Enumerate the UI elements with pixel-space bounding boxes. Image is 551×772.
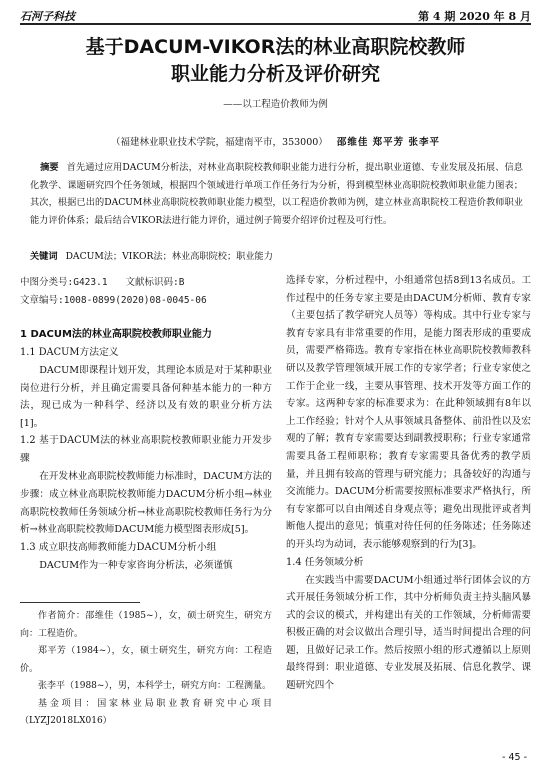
author-note-2: 郑平芳（1984~），女，硕士研究生，研究方向：工程造价。 [20, 646, 272, 674]
keywords [30, 248, 523, 262]
issue-info: 第 4 期 2020 年 8 月 [418, 10, 531, 23]
abstract [30, 159, 523, 229]
footnotes [20, 608, 272, 731]
subsection-heading-1-3: 1.3 成立职技高师教师能力DACUM分析小组 [20, 541, 217, 553]
paragraph: 在开发林业高职院校教师能力标准时，DACUM方法的步骤：成立林业高职院校教师能力DACUM分析小组→林业高职院校教师任务领域分析→林业高职院校教师任务行为分析→林业高职院校教师DACUM能力模型图表形成[5]。 [20, 471, 272, 536]
subsection-heading-1-4: 1.4 任务领域分析 [286, 556, 364, 568]
author-note-1: 作者简介：邵维佳（1985~），女，硕士研究生，研究方向：工程造价。 [20, 611, 272, 639]
article-number: 文章编号:1008-0899(2020)08-0045-06 [20, 295, 207, 306]
right-column [286, 272, 531, 695]
abstract-label: 摘要 [40, 162, 59, 173]
journal-name: 石河子科技 [20, 10, 75, 23]
section-heading-1: 1 DACUM法的林业高职院校教师职业能力 [20, 329, 212, 340]
paper-title [20, 34, 531, 88]
title-line-1: 基于DACUM-VIKOR法的林业高职院校教师 [85, 36, 466, 58]
paragraph: 选择专家，分析过程中，小组通常包括8到13名成员。工作过程中的任务专家主要是由DACUM分析师、教育专家（主要包括了教学研究人员等）等构成。其中行业专家与教育专家具有非常重要的作用，是能力图表形成的重要成员，需要严格筛选。教育专家指在林业高职院校教师教科研以及教学管理领域开展工作的专家学者；行业专家使之工作于企业一线，主要从事管理、技术开发等方面工作的专家。这两种专家的标准要求为：在此种领域拥有8年以上工作经验；针对个人从事领域具备整体、前沿性以及宏观的了解；教育专家需要达到副教授职称；行业专家通常需要具备工程师职称；教育专家需要具备优秀的教学质量，并且拥有较高的管理与研究能力；具备较好的沟通与交流能力。DACUM分析需要按照标准要求严格执行，所有专家都可以自由阐述自身观点等；避免出现批评或者判断他人提出的意见；慎重对待任何的任务陈述；任务陈述的开头均为动词，表示能够观察到的行为[3]。 [286, 275, 531, 550]
affiliation-line [20, 134, 531, 148]
paper-subtitle: ——以工程造价教师为例 [223, 99, 328, 110]
header-rule [20, 23, 531, 25]
running-header [20, 6, 531, 24]
paragraph: 在实践当中需要DACUM小组通过举行团体会议的方式开展任务领域分析工作，其中分析师负责主持头脑风暴式的会议的模式，并构建出有关的工作领域，分析师需要积极正确的对会议做出合理引导，适当时间提出合理的问题，且做好记录工作。然后按照小组的形式遵循以上原则最终得到：职业道德、专业发展及拓展、信息化教学、课题研究四个 [286, 574, 531, 692]
paragraph: DACUM即课程计划开发，其理论本质是对于某种职业岗位进行分析，并且确定需要具备何种基本能力的一种方法，现已成为一种科学、经济以及有效的职业分析方法[1]。 [20, 365, 272, 429]
subsection-heading-1-1: 1.1 DACUM方法定义 [20, 347, 119, 358]
keywords-label: 关键词 [30, 251, 58, 262]
footnote-rule [20, 602, 140, 603]
author-note-3: 张李平（1988~），男，本科学士，研究方向：工程测量。 [38, 681, 271, 691]
clc-code: 中图分类号:G423.1 [20, 277, 108, 288]
authors: 邵维佳 郑平芳 张李平 [336, 137, 440, 148]
title-line-2: 职业能力分析及评价研究 [170, 63, 380, 85]
fund-note: 基金项目：国家林业局职业教育研究中心项目（LYZJ2018LX016） [20, 698, 272, 726]
subsection-heading-1-2: 1.2 基于DACUM法的林业高职院校教师职业能力开发步骤 [20, 435, 272, 465]
classification-codes [20, 274, 207, 310]
left-column [20, 320, 272, 574]
abstract-text: 首先通过应用DACUM分析法，对林业高职院校教师职业能力进行分析，提出职业道德、专业发展及拓展、信息化教学、课题研究四个任务领域，根据四个领域进行单项工作任务行为分析，得到模型林业高职院校教师职业能力图表；其次，根据已出的DACUM林业高职院校教师职业能力模型，以工程造价教师为例，建立林业高职院校工程造价教师职业能力评价体系；最后结合VIKOR法进行能力评价，通过例子简要介绍评价过程及可行性。 [30, 162, 523, 226]
affiliation: （福建林业职业技术学院，福建南平市，353000） [111, 137, 328, 148]
doc-code: 文献标识码:B [125, 277, 185, 288]
keywords-text: DACUM法；VIKOR法；林业高职院校；职业能力 [65, 251, 273, 262]
paragraph: DACUM作为一种专家咨询分析法，必须谨慎 [39, 559, 233, 571]
page-number: - 45 - [502, 752, 527, 763]
